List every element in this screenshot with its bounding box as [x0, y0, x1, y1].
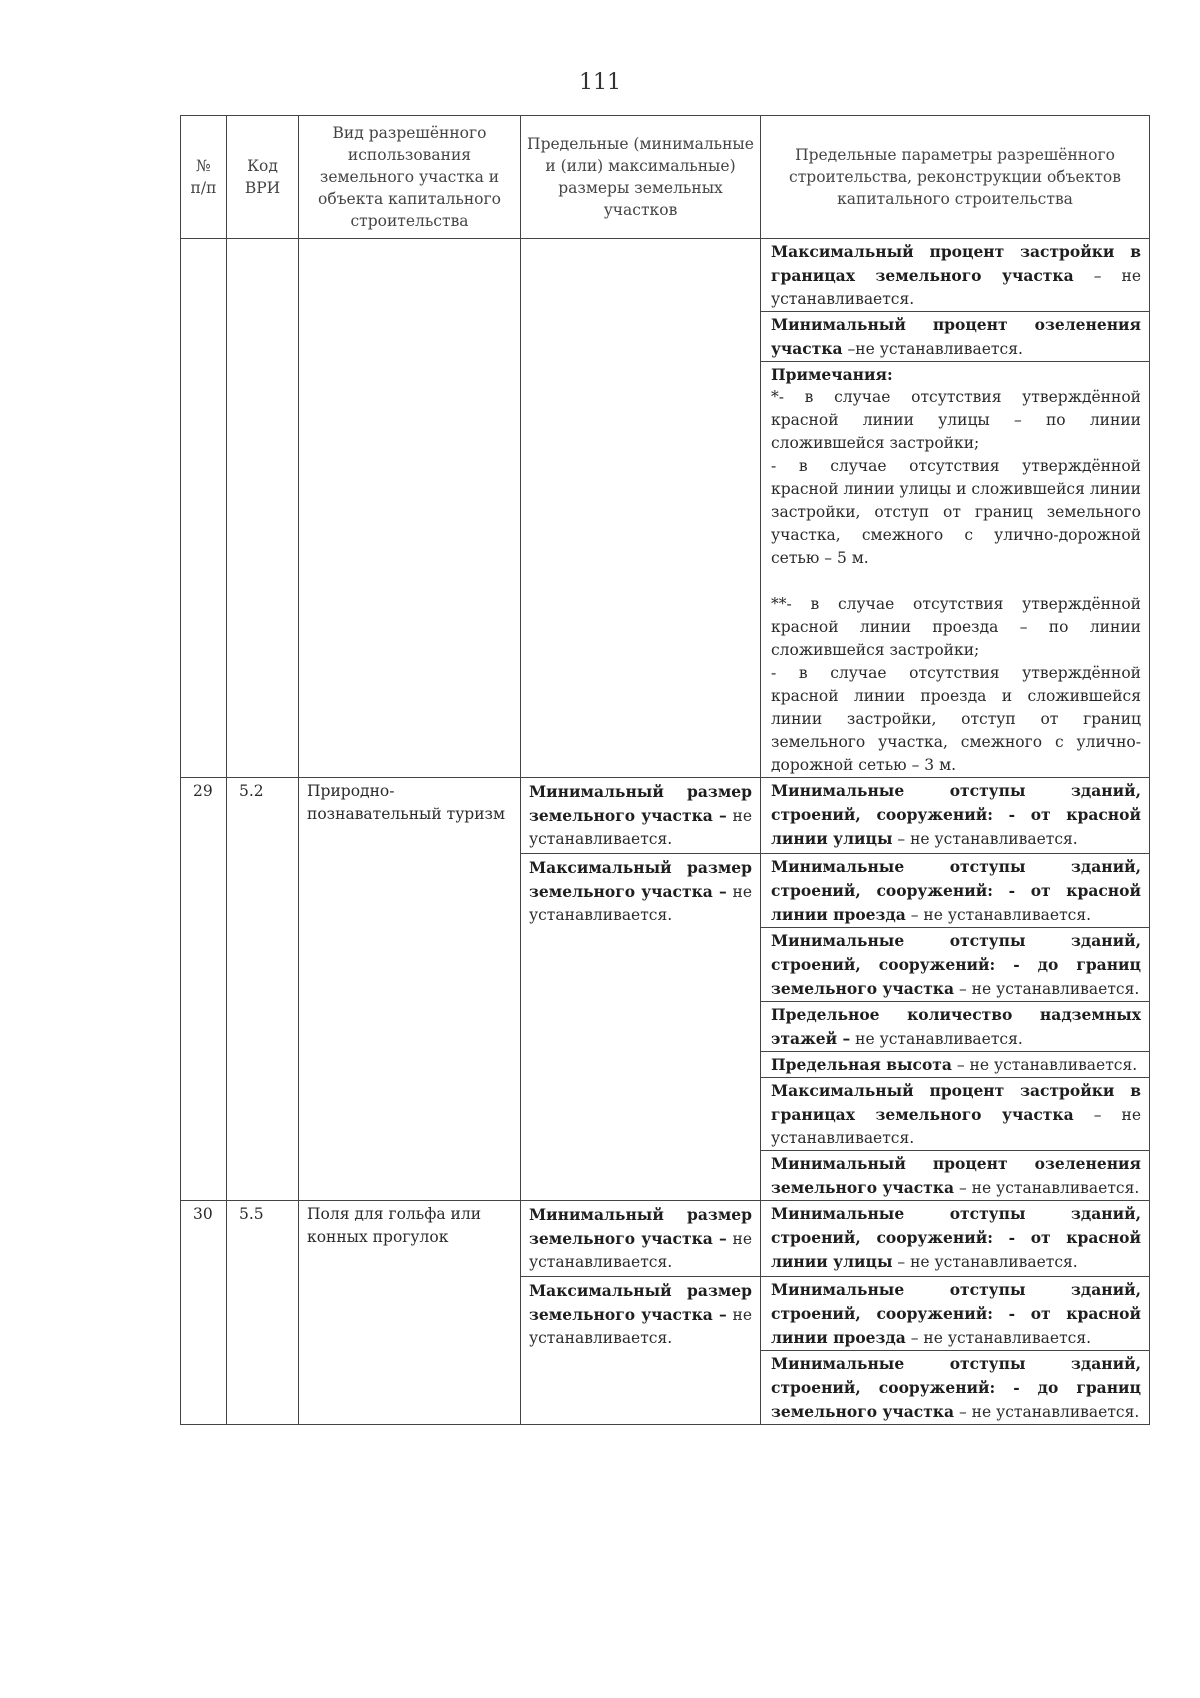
row30-vri: Поля для гольфа или конных прогулок [299, 1201, 521, 1425]
header-num: № п/п [181, 116, 227, 239]
row29-param: Минимальные отступы зданий, строений, сооружений: - от красной линии проезда – не устанавливается. [761, 854, 1150, 928]
row29-param: Максимальный процент застройки в границах земельного участка – не устанавливается. [761, 1078, 1150, 1151]
row29-max-size: Максимальный размер земельного участка – не устанавливается. [521, 854, 761, 1201]
note-item: *- в случае отсутствия утверждённой красной линии улицы – по линии сложившейся застройки; [771, 388, 1141, 452]
header-code: Код ВРИ [227, 116, 299, 239]
row29-num: 29 [181, 778, 227, 1201]
note-item: - в случае отсутствия утверждённой красной линии проезда и сложившейся линии застройки, отступ от границ земельного участка, смежного с улично-дорожной сетью – 3 м. [771, 664, 1141, 774]
regulation-table [180, 115, 1150, 1425]
row30-param: Минимальные отступы зданий, строений, сооружений: - от красной линии проезда – не устанавливается. [761, 1277, 1150, 1351]
row30-code: 5.5 [227, 1201, 299, 1425]
table-header-row [181, 116, 1150, 239]
header-vri: Вид разрешённого использования земельного участка и объекта капитального строительства [299, 116, 521, 239]
cell-size-empty [521, 239, 761, 778]
page-number: 111 [579, 70, 621, 95]
table-row [181, 1201, 1150, 1277]
row29-param: Предельная высота – не устанавливается. [761, 1052, 1150, 1078]
param-max-build: Максимальный процент застройки в границах земельного участка – не устанавливается. [761, 239, 1150, 312]
row30-num: 30 [181, 1201, 227, 1425]
note-item: **- в случае отсутствия утверждённой красной линии проезда – по линии сложившейся застройки; [771, 595, 1141, 659]
row30-max-size: Максимальный размер земельного участка – не устанавливается. [521, 1277, 761, 1425]
cell-num-empty [181, 239, 227, 778]
row29-min-size: Минимальный размер земельного участка – не устанавливается. [521, 778, 761, 854]
header-params: Предельные параметры разрешённого строительства, реконструкции объектов капитального строительства [761, 116, 1150, 239]
cell-code-empty [227, 239, 299, 778]
row30-min-size: Минимальный размер земельного участка – не устанавливается. [521, 1201, 761, 1277]
row29-param: Минимальные отступы зданий, строений, сооружений: - до границ земельного участка – не устанавливается. [761, 928, 1150, 1002]
row29-param: Минимальные отступы зданий, строений, сооружений: - от красной линии улицы – не устанавливается. [761, 778, 1150, 854]
table-row [181, 778, 1150, 854]
table-row [181, 239, 1150, 312]
row29-vri: Природно-познавательный туризм [299, 778, 521, 1201]
row29-param: Предельное количество надземных этажей – не устанавливается. [761, 1002, 1150, 1052]
notes-cell [761, 362, 1150, 778]
param-min-green: Минимальный процент озеленения участка –не устанавливается. [761, 312, 1150, 362]
row29-code: 5.2 [227, 778, 299, 1201]
row30-param: Минимальные отступы зданий, строений, сооружений: - от красной линии улицы – не устанавливается. [761, 1201, 1150, 1277]
notes-title: Примечания: [771, 365, 893, 384]
header-size: Предельные (минимальные и (или) максимальные) размеры земельных участков [521, 116, 761, 239]
cell-vri-empty [299, 239, 521, 778]
row30-param: Минимальные отступы зданий, строений, сооружений: - до границ земельного участка – не устанавливается. [761, 1351, 1150, 1425]
row29-param: Минимальный процент озеленения земельного участка – не устанавливается. [761, 1151, 1150, 1201]
note-item: - в случае отсутствия утверждённой красной линии улицы и сложившейся линии застройки, отступ от границ земельного участка, смежного с улично-дорожной сетью – 5 м. [771, 457, 1141, 567]
